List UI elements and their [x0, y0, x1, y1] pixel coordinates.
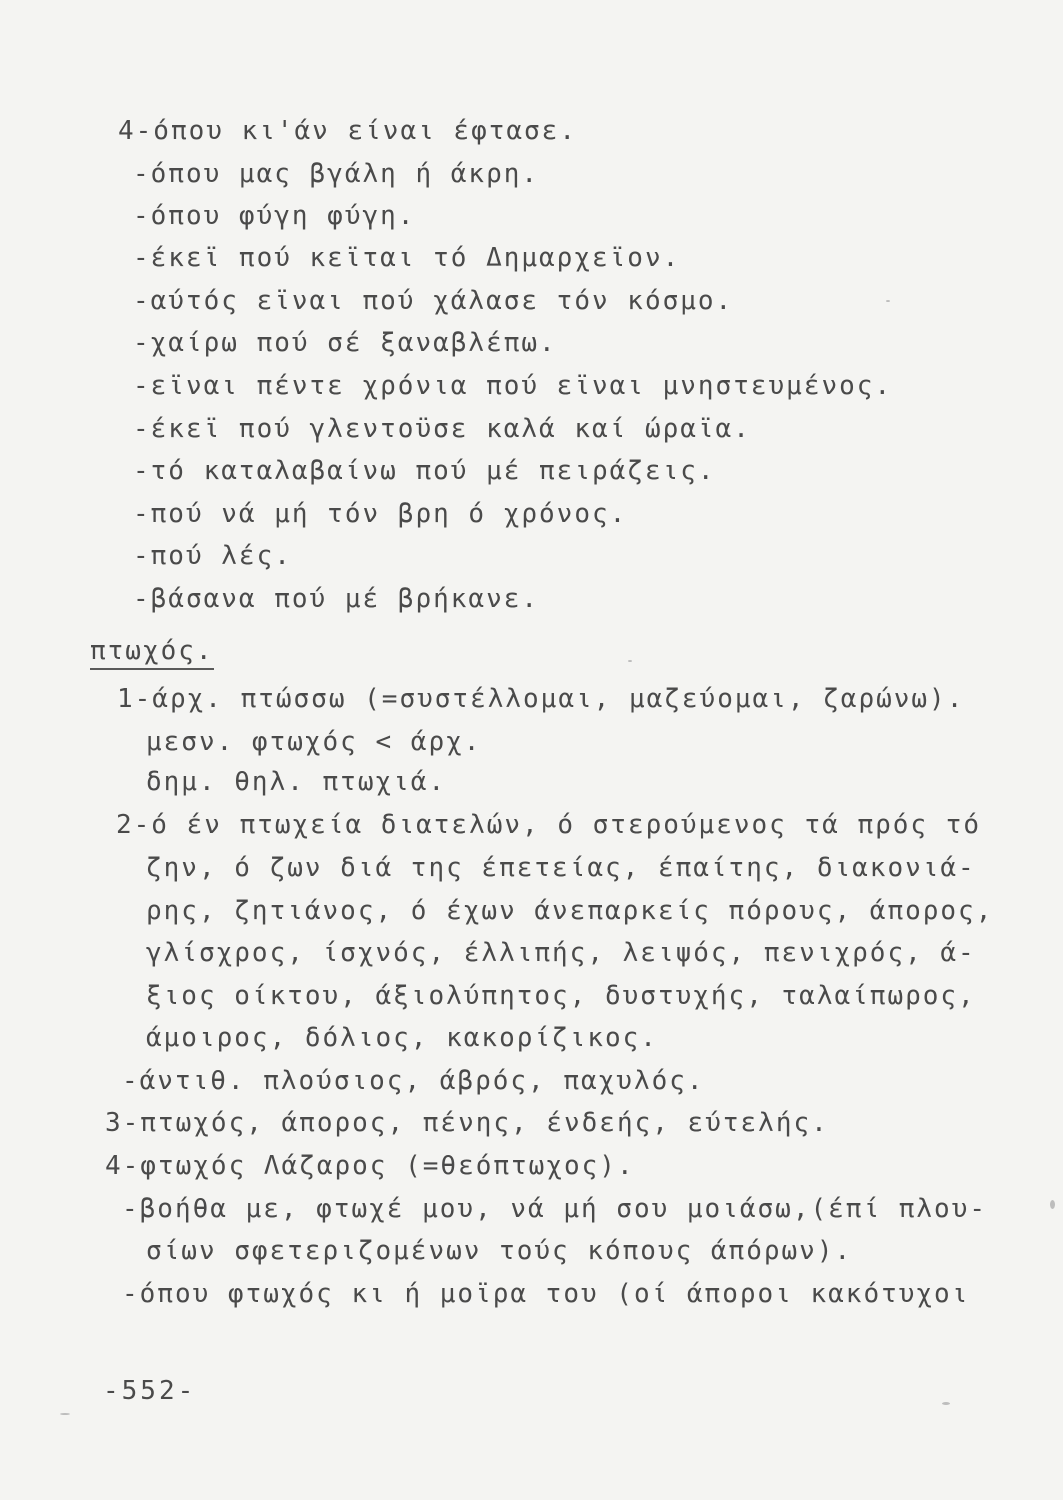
- text-line-22: άμοιρος, δόλιος, κακορίζικος.: [146, 1023, 658, 1053]
- text-line-4: -έκεϊ πού κεϊται τό Δημαρχεϊον.: [133, 243, 681, 273]
- scan-speck: [1050, 1200, 1055, 1209]
- text-line-24: 3-πτωχός, άπορος, πένης, ένδεής, εύτελής.: [105, 1108, 829, 1138]
- text-line-7: -εϊναι πέντε χρόνια πού εϊναι μνηστευμένος.: [133, 371, 893, 401]
- text-line-15: μεσν. φτωχός < άρχ.: [146, 727, 482, 757]
- text-line-20: γλίσχρος, ίσχνός, έλλιπής, λειψός, πενιχρός, ά-: [146, 938, 976, 968]
- text-line-17: 2-ό έν πτωχεία διατελών, ό στερούμενος τά πρός τό: [116, 810, 982, 840]
- text-line-14: 1-άρχ. πτώσσω (=συστέλλομαι, μαζεύομαι, ζαρώνω).: [117, 684, 965, 714]
- text-line-28: -όπου φτωχός κι ή μοϊρα του (οί άποροι κακότυχοι: [122, 1279, 970, 1309]
- text-line-26: -βοήθα με, φτωχέ μου, νά μή σου μοιάσω,(έπί πλου-: [122, 1194, 988, 1224]
- text-line-25: 4-φτωχός Λάζαρος (=θεόπτωχος).: [105, 1151, 635, 1181]
- text-line-12: -βάσανα πού μέ βρήκανε.: [133, 584, 540, 614]
- text-line-16: δημ. θηλ. πτωχιά.: [146, 767, 447, 797]
- text-line-5: -αύτός εϊναι πού χάλασε τόν κόσμο.: [133, 286, 734, 316]
- scan-speck: [886, 300, 890, 302]
- scan-speck: [628, 660, 632, 662]
- text-line-9: -τό καταλαβαίνω πού μέ πειράζεις.: [133, 456, 716, 486]
- text-line-27: σίων σφετεριζομένων τούς κόπους άπόρων).: [146, 1236, 853, 1266]
- scan-speck: [942, 1402, 950, 1405]
- text-line-23: -άντιθ. πλούσιος, άβρός, παχυλός.: [122, 1066, 705, 1096]
- scan-speck: [60, 1413, 70, 1415]
- page-number: -552-: [103, 1376, 197, 1406]
- text-line-18: ζην, ό ζων διά της έπετείας, έπαίτης, διακονιά-: [146, 853, 976, 883]
- section-heading: πτωχός.: [90, 636, 214, 670]
- text-line-3: -όπου φύγη φύγη.: [133, 201, 416, 231]
- text-line-1: 4-όπου κι'άν είναι έφτασε.: [118, 116, 577, 146]
- text-line-8: -έκεϊ πού γλεντοϋσε καλά καί ώραϊα.: [133, 414, 751, 444]
- text-line-19: ρης, ζητιάνος, ό έχων άνεπαρκείς πόρους, άπορος,: [146, 896, 994, 926]
- text-line-10: -πού νά μή τόν βρη ό χρόνος.: [133, 499, 628, 529]
- text-line-6: -χαίρω πού σέ ξαναβλέπω.: [133, 328, 557, 358]
- text-line-2: -όπου μας βγάλη ή άκρη.: [133, 159, 540, 189]
- text-line-21: ξιος οίκτου, άξιολύπητος, δυστυχής, ταλαίπωρος,: [146, 981, 976, 1011]
- text-line-11: -πού λές.: [133, 541, 292, 571]
